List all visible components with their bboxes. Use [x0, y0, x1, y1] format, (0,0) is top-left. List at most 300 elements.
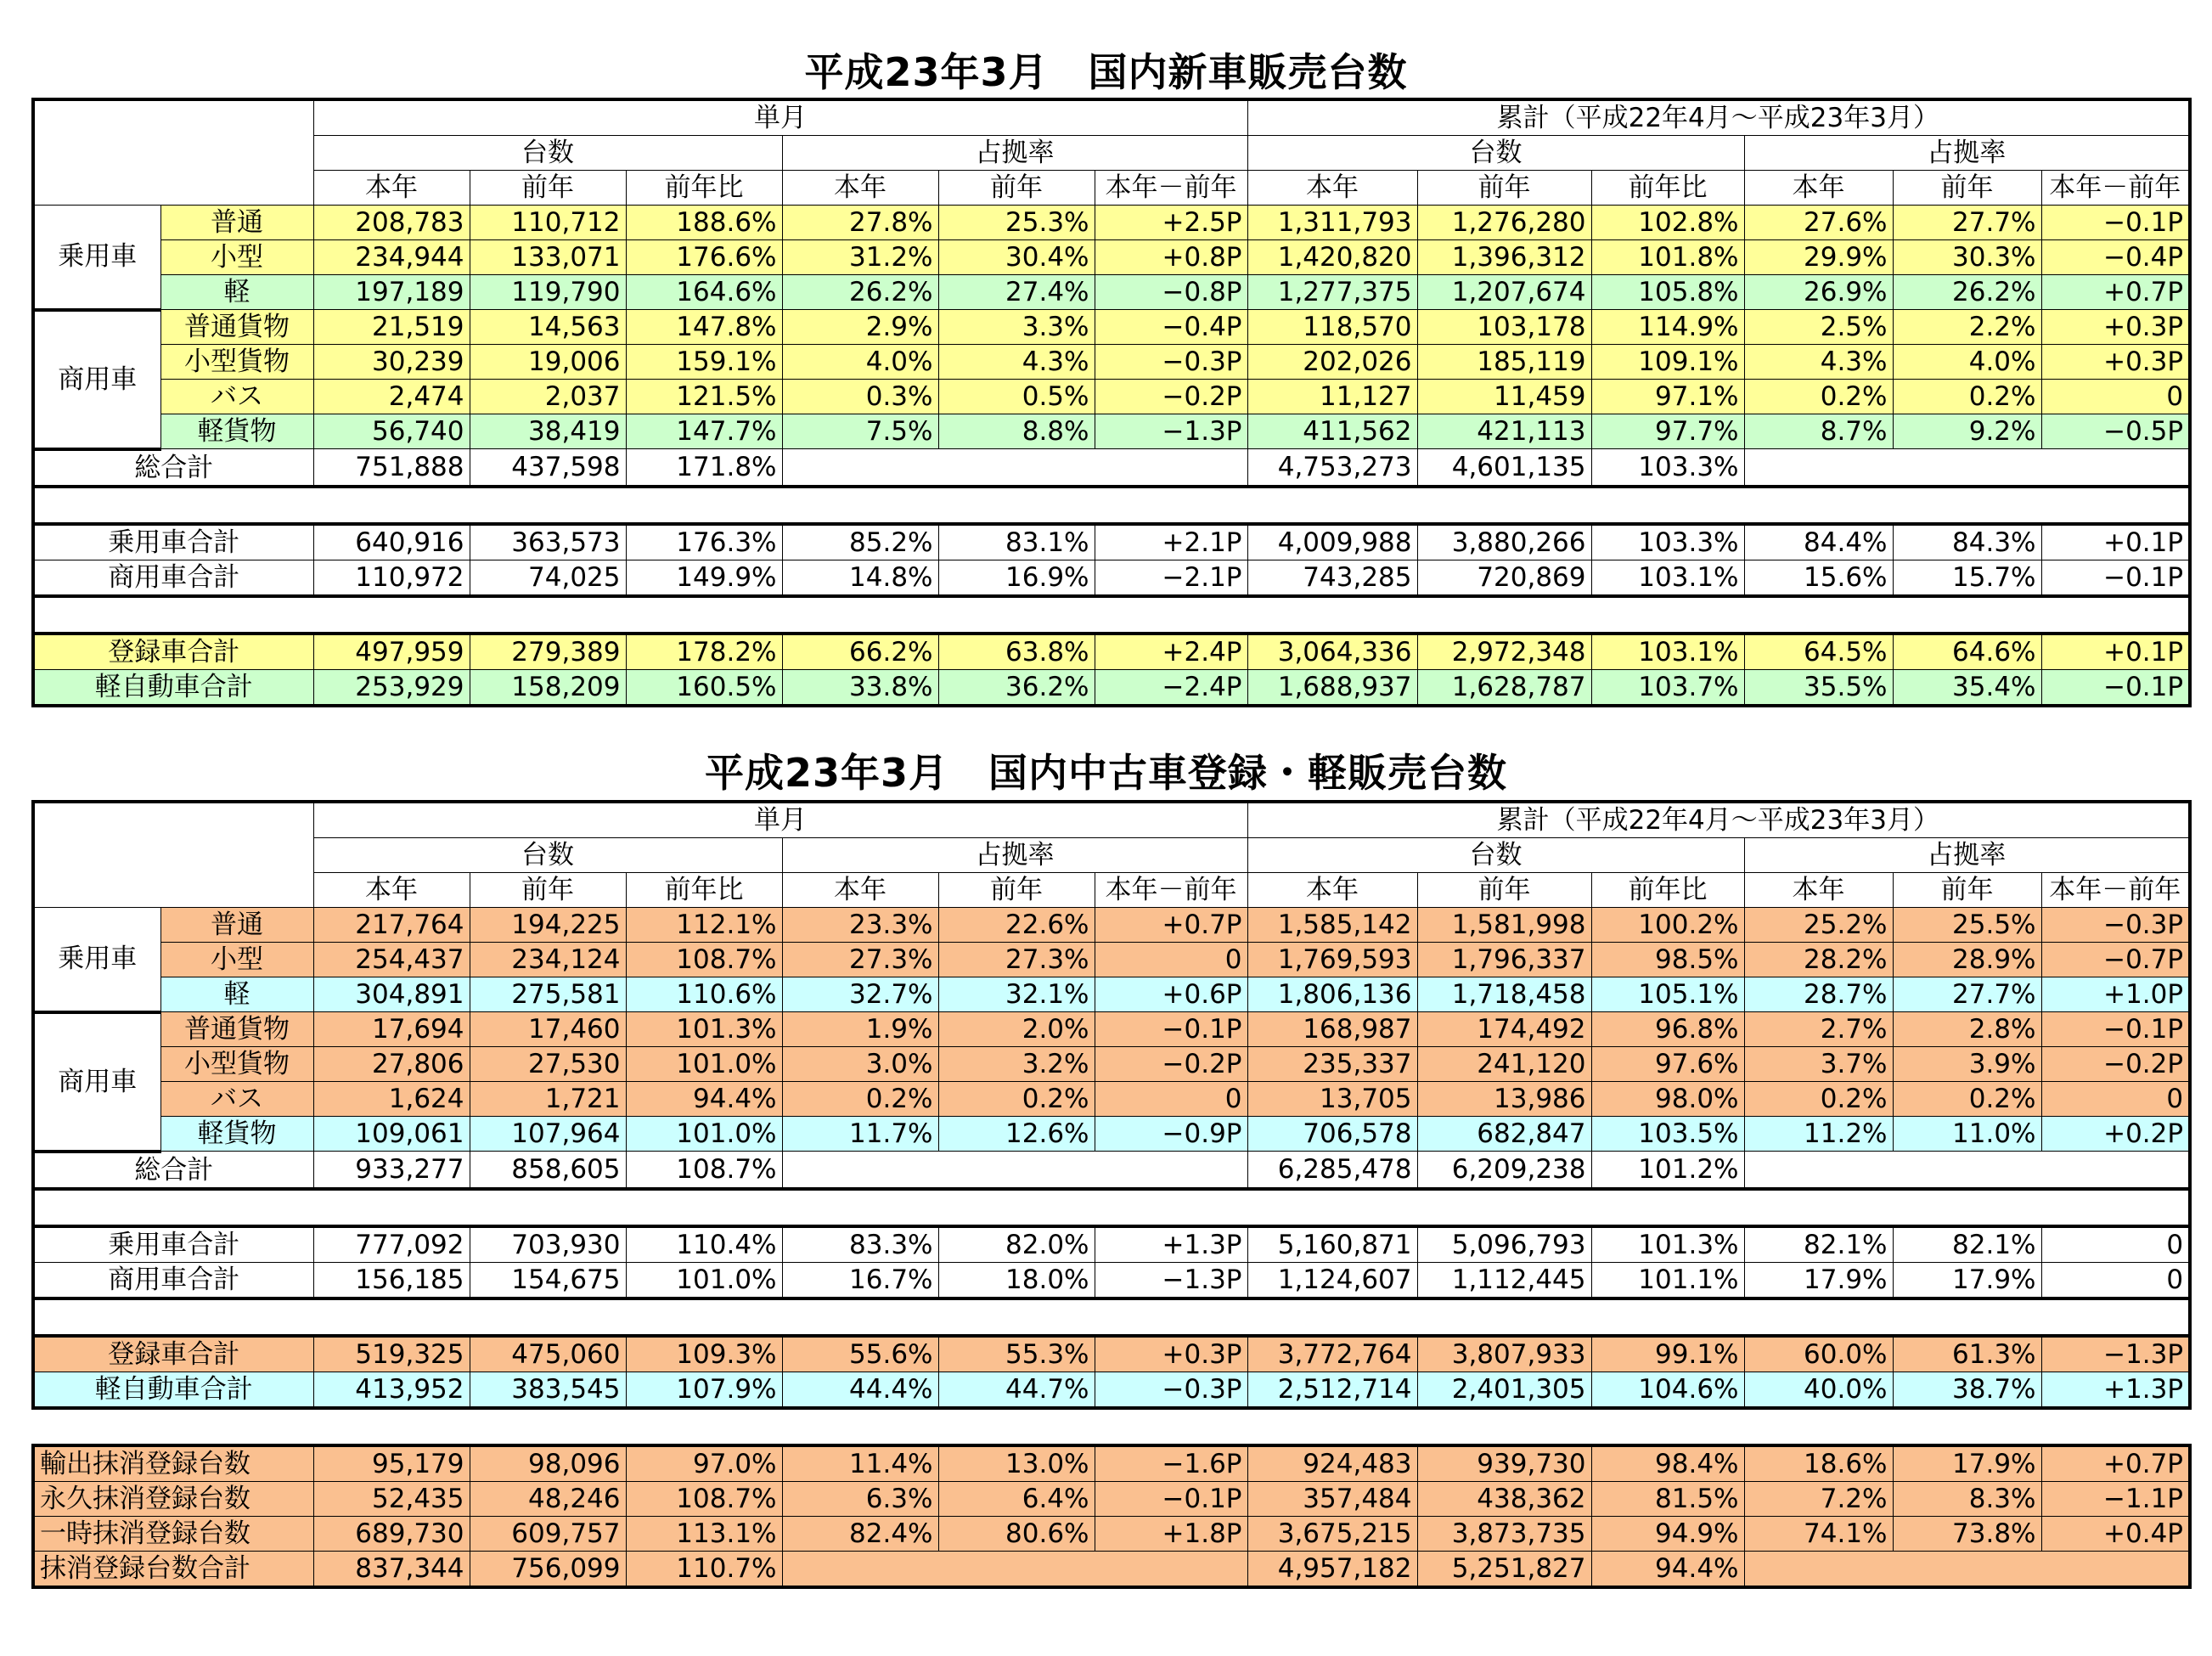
group-label: 商用車: [33, 310, 160, 449]
row-label: 普通: [160, 908, 313, 943]
value-cell: 73.8%: [1893, 1517, 2041, 1552]
value-cell: 13,705: [1247, 1082, 1417, 1117]
value-cell: 253,929: [313, 669, 470, 706]
value-cell: 31.2%: [782, 240, 938, 275]
value-cell: 3.2%: [938, 1047, 1095, 1082]
value-cell: 109,061: [313, 1117, 470, 1152]
value-cell: 44.7%: [938, 1372, 1095, 1408]
value-cell: +1.0P: [2041, 977, 2190, 1012]
row-label: 総合計: [33, 1152, 313, 1189]
value-cell: 19,006: [470, 345, 626, 380]
value-cell: +0.7P: [2041, 275, 2190, 310]
value-cell: 64.6%: [1893, 634, 2041, 670]
value-cell: 1,721: [470, 1082, 626, 1117]
value-cell: 0: [1095, 1082, 1247, 1117]
value-cell: 159.1%: [626, 345, 782, 380]
value-cell: 109.1%: [1591, 345, 1744, 380]
row-label: 軽: [160, 977, 313, 1012]
empty-cell: [1744, 449, 2190, 487]
share-header: 占拠率: [1744, 136, 2190, 171]
table-row: [33, 1047, 2190, 1082]
value-cell: +1.3P: [1095, 1226, 1247, 1263]
value-cell: 101.3%: [626, 1012, 782, 1047]
value-cell: 8.3%: [1893, 1482, 2041, 1517]
value-cell: 7.5%: [782, 414, 938, 449]
value-cell: 147.7%: [626, 414, 782, 449]
value-cell: 3,675,215: [1247, 1517, 1417, 1552]
row-label: 永久抹消登録台数: [33, 1482, 313, 1517]
value-cell: 234,944: [313, 240, 470, 275]
value-cell: +0.3P: [2041, 345, 2190, 380]
row-label: 一時抹消登録台数: [33, 1517, 313, 1552]
value-cell: 26.9%: [1744, 275, 1893, 310]
value-cell: 279,389: [470, 634, 626, 670]
units-header: 台数: [1247, 838, 1744, 873]
value-cell: 519,325: [313, 1336, 470, 1372]
value-cell: 96.8%: [1591, 1012, 1744, 1047]
value-cell: 234,124: [470, 943, 626, 977]
value-cell: 3.3%: [938, 310, 1095, 345]
value-cell: 119,790: [470, 275, 626, 310]
value-cell: 108.7%: [626, 943, 782, 977]
value-cell: 30.3%: [1893, 240, 2041, 275]
value-cell: 438,362: [1417, 1482, 1591, 1517]
value-cell: 411,562: [1247, 414, 1417, 449]
table-row: [33, 1517, 2190, 1552]
value-cell: −2.1P: [1095, 560, 1247, 596]
value-cell: 2.7%: [1744, 1012, 1893, 1047]
value-cell: 2.5%: [1744, 310, 1893, 345]
this-year-header: 本年: [1744, 873, 1893, 908]
row-label: 登録車合計: [33, 634, 313, 670]
value-cell: −0.5P: [2041, 414, 2190, 449]
value-cell: 363,573: [470, 524, 626, 560]
value-cell: +0.7P: [2041, 1445, 2190, 1482]
value-cell: 27,806: [313, 1047, 470, 1082]
value-cell: 36.2%: [938, 669, 1095, 706]
value-cell: −0.9P: [1095, 1117, 1247, 1152]
last-year-header: 前年: [1893, 171, 2041, 206]
last-year-header: 前年: [470, 873, 626, 908]
units-header: 台数: [313, 136, 782, 171]
share-header: 占拠率: [1744, 838, 2190, 873]
value-cell: +0.3P: [1095, 1336, 1247, 1372]
value-cell: 35.4%: [1893, 669, 2041, 706]
value-cell: 17,694: [313, 1012, 470, 1047]
value-cell: 108.7%: [626, 1152, 782, 1189]
diff-header: 本年－前年: [1095, 873, 1247, 908]
value-cell: −0.1P: [2041, 669, 2190, 706]
value-cell: 0.2%: [938, 1082, 1095, 1117]
value-cell: 4.0%: [1893, 345, 2041, 380]
value-cell: 104.6%: [1591, 1372, 1744, 1408]
value-cell: 4,753,273: [1247, 449, 1417, 487]
value-cell: 4,601,135: [1417, 449, 1591, 487]
value-cell: 3,064,336: [1247, 634, 1417, 670]
value-cell: +0.1P: [2041, 524, 2190, 560]
value-cell: 94.4%: [1591, 1552, 1744, 1588]
value-cell: 103,178: [1417, 310, 1591, 345]
value-cell: 2,972,348: [1417, 634, 1591, 670]
value-cell: −0.2P: [1095, 380, 1247, 414]
last-year-header: 前年: [1417, 873, 1591, 908]
value-cell: 28.7%: [1744, 977, 1893, 1012]
table-row: [33, 1012, 2190, 1047]
value-cell: 55.6%: [782, 1336, 938, 1372]
value-cell: 22.6%: [938, 908, 1095, 943]
value-cell: +1.8P: [1095, 1517, 1247, 1552]
value-cell: 110,712: [470, 206, 626, 240]
value-cell: −0.4P: [1095, 310, 1247, 345]
value-cell: 110.6%: [626, 977, 782, 1012]
value-cell: 107,964: [470, 1117, 626, 1152]
value-cell: 85.2%: [782, 524, 938, 560]
value-cell: 1,585,142: [1247, 908, 1417, 943]
value-cell: 1,718,458: [1417, 977, 1591, 1012]
total-row: [33, 1152, 2190, 1189]
table-row: [33, 1372, 2190, 1408]
table-row: [33, 345, 2190, 380]
value-cell: 97.6%: [1591, 1047, 1744, 1082]
value-cell: 1,581,998: [1417, 908, 1591, 943]
value-cell: 3,807,933: [1417, 1336, 1591, 1372]
value-cell: 17.9%: [1893, 1262, 2041, 1298]
empty-cell: [782, 449, 1247, 487]
value-cell: 11,459: [1417, 380, 1591, 414]
row-label: 総合計: [33, 449, 313, 487]
value-cell: 1,769,593: [1247, 943, 1417, 977]
value-cell: 95,179: [313, 1445, 470, 1482]
value-cell: 63.8%: [938, 634, 1095, 670]
value-cell: 160.5%: [626, 669, 782, 706]
value-cell: 174,492: [1417, 1012, 1591, 1047]
value-cell: 437,598: [470, 449, 626, 487]
last-year-header: 前年: [1893, 873, 2041, 908]
value-cell: 15.6%: [1744, 560, 1893, 596]
value-cell: 933,277: [313, 1152, 470, 1189]
value-cell: 3,880,266: [1417, 524, 1591, 560]
value-cell: 5,096,793: [1417, 1226, 1591, 1263]
value-cell: 98.4%: [1591, 1445, 1744, 1482]
value-cell: 82.0%: [938, 1226, 1095, 1263]
value-cell: +2.1P: [1095, 524, 1247, 560]
value-cell: 156,185: [313, 1262, 470, 1298]
value-cell: 164.6%: [626, 275, 782, 310]
value-cell: 706,578: [1247, 1117, 1417, 1152]
row-label: バス: [160, 380, 313, 414]
value-cell: 83.1%: [938, 524, 1095, 560]
spacer-row: [33, 596, 2190, 634]
value-cell: 837,344: [313, 1552, 470, 1588]
this-year-header: 本年: [782, 873, 938, 908]
new-car-sales-table: [31, 98, 2192, 707]
table-row: [33, 1262, 2190, 1298]
table-row: [33, 414, 2190, 449]
this-year-header: 本年: [782, 171, 938, 206]
table-row: [33, 206, 2190, 240]
row-label: 普通貨物: [160, 310, 313, 345]
units-header: 台数: [313, 838, 782, 873]
value-cell: 6.3%: [782, 1482, 938, 1517]
value-cell: 81.5%: [1591, 1482, 1744, 1517]
value-cell: 357,484: [1247, 1482, 1417, 1517]
deregistration-table: [31, 1444, 2192, 1589]
value-cell: −2.4P: [1095, 669, 1247, 706]
value-cell: 108.7%: [626, 1482, 782, 1517]
value-cell: −0.1P: [2041, 560, 2190, 596]
value-cell: 84.3%: [1893, 524, 2041, 560]
value-cell: 0.2%: [782, 1082, 938, 1117]
value-cell: 133,071: [470, 240, 626, 275]
value-cell: −1.3P: [1095, 414, 1247, 449]
value-cell: 27.3%: [938, 943, 1095, 977]
value-cell: 101.3%: [1591, 1226, 1744, 1263]
value-cell: 751,888: [313, 449, 470, 487]
value-cell: 2.8%: [1893, 1012, 2041, 1047]
value-cell: −0.1P: [1095, 1482, 1247, 1517]
value-cell: −0.7P: [2041, 943, 2190, 977]
value-cell: −1.3P: [1095, 1262, 1247, 1298]
value-cell: 103.3%: [1591, 524, 1744, 560]
value-cell: 147.8%: [626, 310, 782, 345]
value-cell: 33.8%: [782, 669, 938, 706]
value-cell: 44.4%: [782, 1372, 938, 1408]
units-header: 台数: [1247, 136, 1744, 171]
value-cell: 23.3%: [782, 908, 938, 943]
value-cell: 84.4%: [1744, 524, 1893, 560]
value-cell: 25.2%: [1744, 908, 1893, 943]
value-cell: 18.0%: [938, 1262, 1095, 1298]
value-cell: 858,605: [470, 1152, 626, 1189]
row-label: 乗用車合計: [33, 1226, 313, 1263]
table-row: [33, 669, 2190, 706]
value-cell: 0: [1095, 943, 1247, 977]
value-cell: 421,113: [1417, 414, 1591, 449]
table-row: [33, 310, 2190, 345]
value-cell: 8.8%: [938, 414, 1095, 449]
row-label: 小型貨物: [160, 1047, 313, 1082]
value-cell: −0.1P: [2041, 206, 2190, 240]
value-cell: 101.1%: [1591, 1262, 1744, 1298]
value-cell: 0: [2041, 1226, 2190, 1263]
value-cell: −0.1P: [2041, 1012, 2190, 1047]
value-cell: 17.9%: [1744, 1262, 1893, 1298]
value-cell: 25.3%: [938, 206, 1095, 240]
empty-cell: [782, 1152, 1247, 1189]
value-cell: 1,124,607: [1247, 1262, 1417, 1298]
table-row: [33, 1226, 2190, 1263]
value-cell: 29.9%: [1744, 240, 1893, 275]
value-cell: 110.4%: [626, 1226, 782, 1263]
value-cell: 101.0%: [626, 1117, 782, 1152]
table-row: [33, 380, 2190, 414]
value-cell: 235,337: [1247, 1047, 1417, 1082]
value-cell: 0: [2041, 1262, 2190, 1298]
value-cell: 1,628,787: [1417, 669, 1591, 706]
table-row: [33, 943, 2190, 977]
value-cell: 17.9%: [1893, 1445, 2041, 1482]
value-cell: 176.3%: [626, 524, 782, 560]
value-cell: 14.8%: [782, 560, 938, 596]
row-label: バス: [160, 1082, 313, 1117]
table-row: [33, 1117, 2190, 1152]
value-cell: 112.1%: [626, 908, 782, 943]
value-cell: 254,437: [313, 943, 470, 977]
value-cell: 40.0%: [1744, 1372, 1893, 1408]
value-cell: 0: [2041, 1082, 2190, 1117]
value-cell: 27.6%: [1744, 206, 1893, 240]
spacer-row: [33, 1189, 2190, 1226]
value-cell: 121.5%: [626, 380, 782, 414]
value-cell: 275,581: [470, 977, 626, 1012]
row-label: 小型: [160, 943, 313, 977]
value-cell: 497,959: [313, 634, 470, 670]
value-cell: 3,772,764: [1247, 1336, 1417, 1372]
group-label: 乗用車: [33, 206, 160, 310]
value-cell: +0.8P: [1095, 240, 1247, 275]
value-cell: 102.8%: [1591, 206, 1744, 240]
value-cell: 80.6%: [938, 1517, 1095, 1552]
value-cell: 32.1%: [938, 977, 1095, 1012]
value-cell: 0.2%: [1893, 380, 2041, 414]
value-cell: 2.2%: [1893, 310, 2041, 345]
row-label: 抹消登録台数合計: [33, 1552, 313, 1588]
table-row: [33, 1082, 2190, 1117]
value-cell: −0.3P: [1095, 1372, 1247, 1408]
value-cell: 103.3%: [1591, 449, 1744, 487]
value-cell: 32.7%: [782, 977, 938, 1012]
value-cell: 475,060: [470, 1336, 626, 1372]
row-label: 普通: [160, 206, 313, 240]
value-cell: 149.9%: [626, 560, 782, 596]
value-cell: 13.0%: [938, 1445, 1095, 1482]
value-cell: 0.2%: [1744, 1082, 1893, 1117]
value-cell: 101.0%: [626, 1047, 782, 1082]
share-header: 占拠率: [782, 136, 1247, 171]
table-row: [33, 560, 2190, 596]
value-cell: 1,806,136: [1247, 977, 1417, 1012]
yoy-header: 前年比: [626, 171, 782, 206]
value-cell: 21,519: [313, 310, 470, 345]
table-row: [33, 1482, 2190, 1517]
value-cell: 27,530: [470, 1047, 626, 1082]
value-cell: 52,435: [313, 1482, 470, 1517]
value-cell: 171.8%: [626, 449, 782, 487]
value-cell: 11.7%: [782, 1117, 938, 1152]
value-cell: 2.9%: [782, 310, 938, 345]
value-cell: 756,099: [470, 1552, 626, 1588]
value-cell: 114.9%: [1591, 310, 1744, 345]
value-cell: 703,930: [470, 1226, 626, 1263]
value-cell: 0: [2041, 380, 2190, 414]
value-cell: 48,246: [470, 1482, 626, 1517]
value-cell: +0.2P: [2041, 1117, 2190, 1152]
value-cell: 0.5%: [938, 380, 1095, 414]
value-cell: 1.9%: [782, 1012, 938, 1047]
value-cell: 743,285: [1247, 560, 1417, 596]
value-cell: −1.6P: [1095, 1445, 1247, 1482]
value-cell: 1,207,674: [1417, 275, 1591, 310]
value-cell: 98.0%: [1591, 1082, 1744, 1117]
value-cell: 1,420,820: [1247, 240, 1417, 275]
value-cell: 4.3%: [938, 345, 1095, 380]
value-cell: 1,276,280: [1417, 206, 1591, 240]
value-cell: 30,239: [313, 345, 470, 380]
value-cell: 197,189: [313, 275, 470, 310]
value-cell: 939,730: [1417, 1445, 1591, 1482]
monthly-header: 単月: [313, 802, 1247, 838]
value-cell: 101.2%: [1591, 1152, 1744, 1189]
value-cell: 101.0%: [626, 1262, 782, 1298]
value-cell: −0.4P: [2041, 240, 2190, 275]
value-cell: 74,025: [470, 560, 626, 596]
value-cell: 1,112,445: [1417, 1262, 1591, 1298]
this-year-header: 本年: [313, 171, 470, 206]
value-cell: 11.2%: [1744, 1117, 1893, 1152]
value-cell: 109.3%: [626, 1336, 782, 1372]
value-cell: 2.0%: [938, 1012, 1095, 1047]
row-label: 登録車合計: [33, 1336, 313, 1372]
title-used-car-sales: 平成23年3月 国内中古車登録・軽販売台数: [704, 750, 1508, 796]
value-cell: 64.5%: [1744, 634, 1893, 670]
value-cell: 4,009,988: [1247, 524, 1417, 560]
spacer-row: [33, 487, 2190, 524]
value-cell: 1,688,937: [1247, 669, 1417, 706]
value-cell: 188.6%: [626, 206, 782, 240]
value-cell: 18.6%: [1744, 1445, 1893, 1482]
last-year-header: 前年: [938, 171, 1095, 206]
value-cell: 4.3%: [1744, 345, 1893, 380]
value-cell: 304,891: [313, 977, 470, 1012]
value-cell: +0.4P: [2041, 1517, 2190, 1552]
value-cell: 609,757: [470, 1517, 626, 1552]
value-cell: 6,209,238: [1417, 1152, 1591, 1189]
row-label: 軽自動車合計: [33, 669, 313, 706]
value-cell: 3.0%: [782, 1047, 938, 1082]
value-cell: 217,764: [313, 908, 470, 943]
value-cell: 94.4%: [626, 1082, 782, 1117]
last-year-header: 前年: [470, 171, 626, 206]
diff-header: 本年－前年: [1095, 171, 1247, 206]
empty-cell: [1744, 1552, 2190, 1588]
row-label: 商用車合計: [33, 1262, 313, 1298]
used-car-sales-table: [31, 800, 2192, 1410]
value-cell: 17,460: [470, 1012, 626, 1047]
value-cell: 13,986: [1417, 1082, 1591, 1117]
value-cell: 103.7%: [1591, 669, 1744, 706]
value-cell: 101.8%: [1591, 240, 1744, 275]
value-cell: 35.5%: [1744, 669, 1893, 706]
value-cell: +0.6P: [1095, 977, 1247, 1012]
value-cell: −0.2P: [2041, 1047, 2190, 1082]
diff-header: 本年－前年: [2041, 171, 2190, 206]
title-new-car-sales: 平成23年3月 国内新車販売台数: [804, 49, 1408, 95]
value-cell: 720,869: [1417, 560, 1591, 596]
empty-cell: [782, 1552, 1247, 1588]
value-cell: −1.1P: [2041, 1482, 2190, 1517]
value-cell: 14,563: [470, 310, 626, 345]
value-cell: 9.2%: [1893, 414, 2041, 449]
value-cell: −0.2P: [1095, 1047, 1247, 1082]
value-cell: 99.1%: [1591, 1336, 1744, 1372]
total-row: [33, 449, 2190, 487]
corner-cell: [33, 802, 313, 908]
value-cell: −0.3P: [1095, 345, 1247, 380]
this-year-header: 本年: [1744, 171, 1893, 206]
value-cell: 1,311,793: [1247, 206, 1417, 240]
last-year-header: 前年: [938, 873, 1095, 908]
cumulative-header: 累計（平成22年4月～平成23年3月）: [1247, 99, 2190, 136]
